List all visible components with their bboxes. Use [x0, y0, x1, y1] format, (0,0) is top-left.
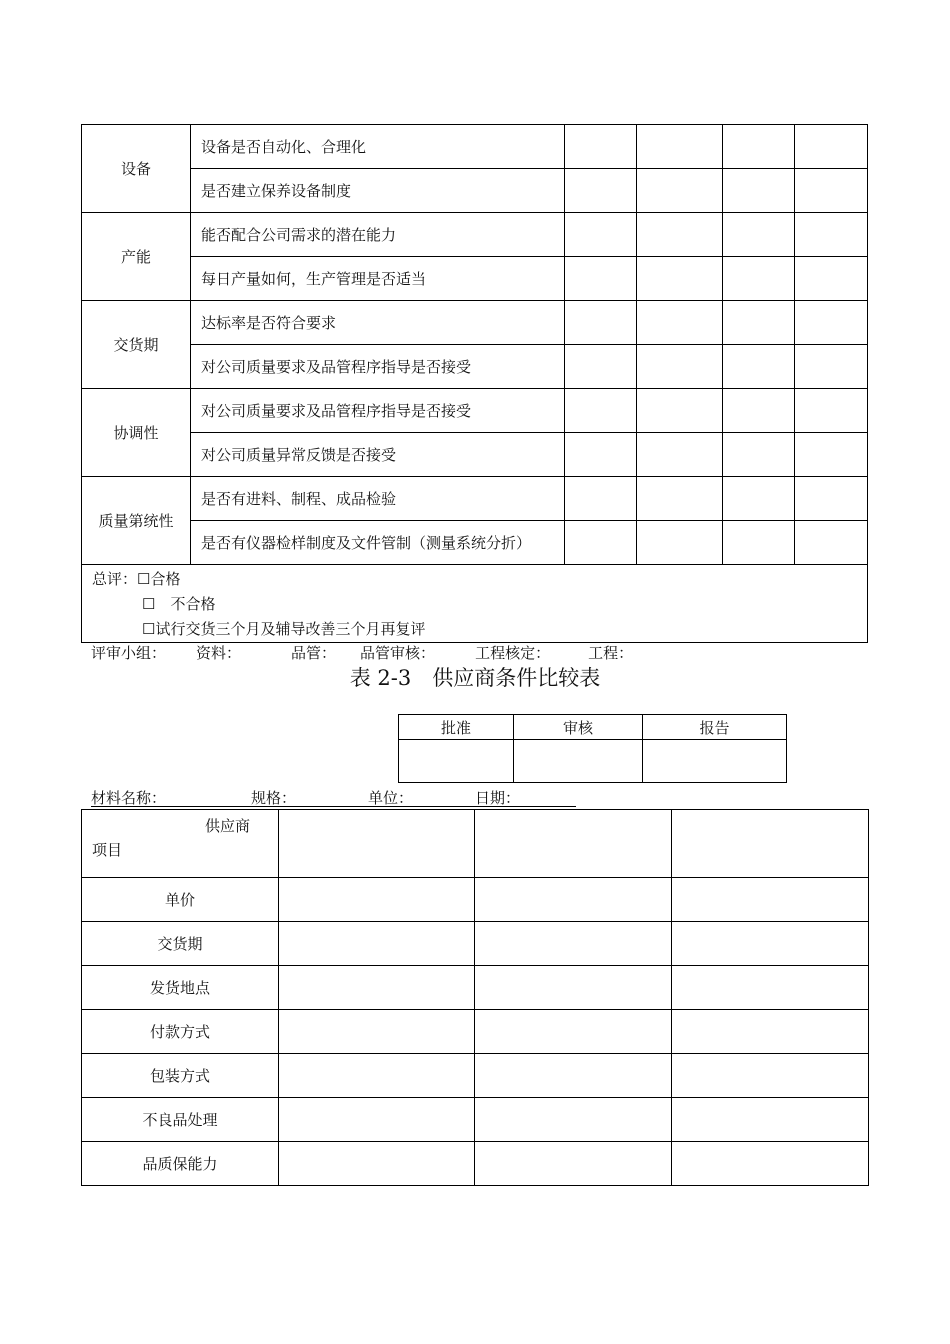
- table-row: [82, 1054, 869, 1098]
- value-cell: [475, 922, 672, 966]
- value-cell: [475, 1098, 672, 1142]
- table-row: [82, 433, 868, 477]
- table-row: [82, 389, 868, 433]
- supplier-cell: [475, 810, 672, 878]
- summary-pass-option: 总评：☐合格: [92, 570, 181, 588]
- score-cell: [565, 433, 637, 477]
- eng-check-label: 工程核定：: [475, 644, 551, 662]
- row-label: 包装方式: [82, 1054, 279, 1098]
- supplier-comparison-table: [81, 809, 869, 1186]
- supplier-cell: [279, 810, 475, 878]
- review-signatures: [91, 642, 633, 663]
- value-cell: [279, 1054, 475, 1098]
- value-cell: [279, 922, 475, 966]
- report-header: 报告: [643, 715, 787, 740]
- row-label: 交货期: [82, 922, 279, 966]
- value-cell: [672, 1010, 869, 1054]
- criteria-cell: 能否配合公司需求的潜在能力: [191, 213, 565, 257]
- score-cell: [723, 213, 795, 257]
- value-cell: [475, 1054, 672, 1098]
- header-diagonal-cell: [82, 810, 279, 878]
- value-cell: [279, 878, 475, 922]
- value-cell: [279, 966, 475, 1010]
- report-sign-cell: [643, 740, 787, 783]
- score-cell: [565, 521, 637, 565]
- score-cell: [637, 169, 723, 213]
- category-cell: 产能: [82, 213, 191, 301]
- overall-evaluation: [82, 565, 868, 643]
- score-cell: [723, 389, 795, 433]
- approval-table: [398, 714, 787, 783]
- score-cell: [565, 125, 637, 169]
- score-cell: [795, 125, 868, 169]
- value-cell: [279, 1098, 475, 1142]
- data-label: 资料：: [196, 644, 242, 662]
- criteria-cell: 设备是否自动化、合理化: [191, 125, 565, 169]
- score-cell: [795, 257, 868, 301]
- material-name-label: 材料名称：: [91, 789, 167, 807]
- criteria-cell: 是否有仪器检样制度及文件管制（测量系统分折）: [191, 521, 565, 565]
- table-row: [82, 345, 868, 389]
- score-cell: [795, 521, 868, 565]
- table-row: [82, 521, 868, 565]
- category-cell: 设备: [82, 125, 191, 213]
- score-cell: [565, 389, 637, 433]
- score-cell: [723, 477, 795, 521]
- unit-label: 单位：: [368, 789, 414, 807]
- score-cell: [723, 521, 795, 565]
- table-row: [82, 1010, 869, 1054]
- criteria-cell: 达标率是否符合要求: [191, 301, 565, 345]
- value-cell: [672, 878, 869, 922]
- summary-row: [82, 565, 868, 643]
- table-title: 表 2-3 供应商条件比较表: [349, 666, 601, 690]
- date-label: 日期：: [475, 789, 521, 807]
- criteria-cell: 是否建立保养设备制度: [191, 169, 565, 213]
- score-cell: [723, 169, 795, 213]
- score-cell: [637, 125, 723, 169]
- score-cell: [565, 477, 637, 521]
- review-header: 审核: [514, 715, 643, 740]
- score-cell: [795, 169, 868, 213]
- category-cell: 协调性: [82, 389, 191, 477]
- qc-review-label: 品管审核：: [360, 644, 436, 662]
- supplier-evaluation-table: [81, 124, 868, 643]
- approve-sign-cell: [399, 740, 514, 783]
- score-cell: [637, 345, 723, 389]
- table-row: [82, 169, 868, 213]
- approve-header: 批准: [399, 715, 514, 740]
- score-cell: [565, 257, 637, 301]
- score-cell: [795, 301, 868, 345]
- criteria-cell: 每日产量如何，生产管理是否适当: [191, 257, 565, 301]
- score-cell: [723, 125, 795, 169]
- eng-label: 工程：: [588, 644, 634, 662]
- score-cell: [723, 301, 795, 345]
- table-row: [82, 922, 869, 966]
- row-label: 品质保能力: [82, 1142, 279, 1186]
- value-cell: [672, 1098, 869, 1142]
- table-row: [82, 477, 868, 521]
- score-cell: [723, 345, 795, 389]
- row-label: 单价: [82, 878, 279, 922]
- score-cell: [637, 257, 723, 301]
- value-cell: [672, 1142, 869, 1186]
- row-label: 不良品处理: [82, 1098, 279, 1142]
- category-cell: 交货期: [82, 301, 191, 389]
- criteria-cell: 对公司质量要求及品管程序指导是否接受: [191, 389, 565, 433]
- score-cell: [637, 389, 723, 433]
- qc-label: 品管：: [291, 644, 337, 662]
- summary-trial-option: ☐试行交货三个月及辅导改善三个月再复评: [142, 620, 426, 638]
- table-row: [82, 966, 869, 1010]
- table-row: [82, 125, 868, 169]
- table-row: [399, 715, 787, 740]
- score-cell: [565, 213, 637, 257]
- summary-fail-option: ☐ 不合格: [142, 595, 216, 613]
- score-cell: [637, 213, 723, 257]
- supplier-cell: [672, 810, 869, 878]
- material-info-line: [91, 787, 576, 807]
- table-row: [82, 257, 868, 301]
- score-cell: [795, 389, 868, 433]
- value-cell: [475, 878, 672, 922]
- score-cell: [565, 345, 637, 389]
- value-cell: [475, 1142, 672, 1186]
- score-cell: [637, 477, 723, 521]
- score-cell: [723, 257, 795, 301]
- score-cell: [795, 345, 868, 389]
- score-cell: [795, 213, 868, 257]
- score-cell: [723, 433, 795, 477]
- table-row: [82, 810, 869, 878]
- value-cell: [475, 1010, 672, 1054]
- value-cell: [672, 966, 869, 1010]
- review-group-label: 评审小组：: [91, 644, 167, 662]
- score-cell: [637, 433, 723, 477]
- score-cell: [565, 301, 637, 345]
- score-cell: [637, 521, 723, 565]
- table-row: [82, 213, 868, 257]
- table-row: [82, 1142, 869, 1186]
- category-cell: 质量第统性: [82, 477, 191, 565]
- row-label: 发货地点: [82, 966, 279, 1010]
- value-cell: [279, 1010, 475, 1054]
- value-cell: [475, 966, 672, 1010]
- supplier-header: 供应商: [204, 817, 250, 835]
- table-row: [399, 740, 787, 783]
- value-cell: [672, 922, 869, 966]
- value-cell: [279, 1142, 475, 1186]
- row-label: 付款方式: [82, 1010, 279, 1054]
- score-cell: [795, 433, 868, 477]
- score-cell: [565, 169, 637, 213]
- table-row: [82, 878, 869, 922]
- score-cell: [637, 301, 723, 345]
- project-header: 项目: [92, 841, 123, 859]
- spec-label: 规格：: [251, 789, 297, 807]
- criteria-cell: 对公司质量要求及品管程序指导是否接受: [191, 345, 565, 389]
- value-cell: [672, 1054, 869, 1098]
- criteria-cell: 是否有进料、制程、成品检验: [191, 477, 565, 521]
- score-cell: [795, 477, 868, 521]
- table-row: [82, 1098, 869, 1142]
- criteria-cell: 对公司质量异常反馈是否接受: [191, 433, 565, 477]
- review-sign-cell: [514, 740, 643, 783]
- table-row: [82, 301, 868, 345]
